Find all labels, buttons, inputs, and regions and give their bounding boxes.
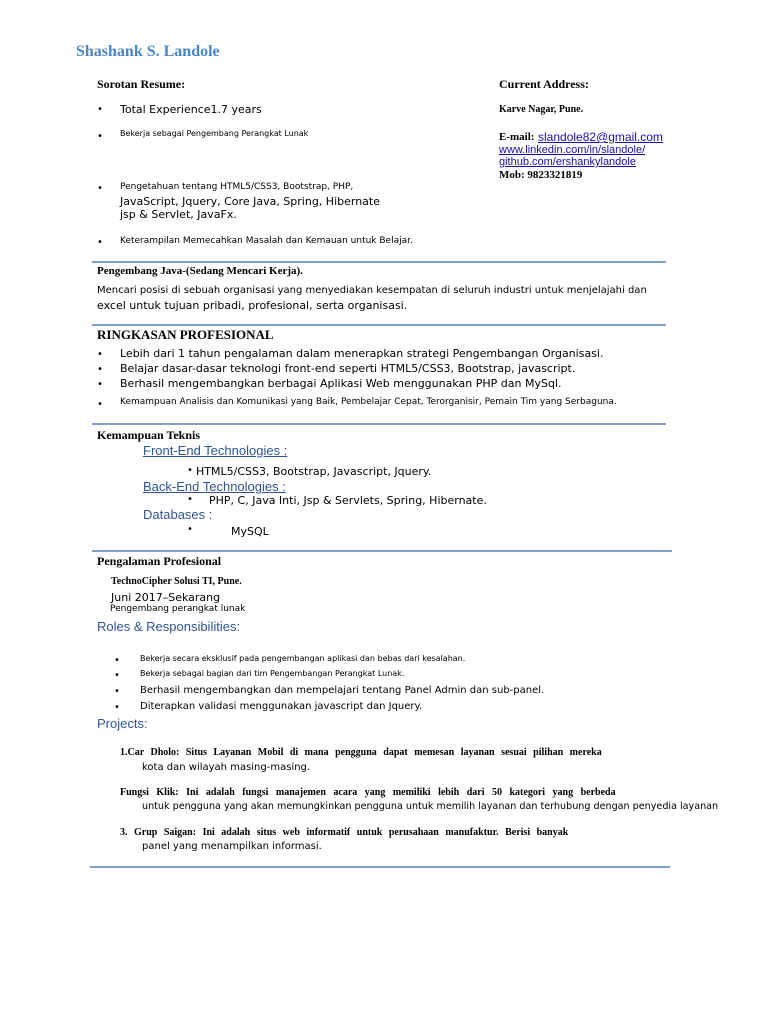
job-role: Pengembang perangkat lunak xyxy=(110,604,246,614)
email-label: E-mail: xyxy=(499,131,535,143)
summary-item: Pengetahuan tentang HTML5/CSS3, Bootstrap, PHP, xyxy=(120,182,354,192)
objective-text: excel untuk tujuan pribadi, profesional, serta organisasi. xyxy=(97,299,408,312)
role-item: Berhasil mengembangkan dan mempelajari tentang Panel Admin dan sub-panel. xyxy=(140,685,545,696)
project-title: 3. Grup Saigan: Ini adalah situs web informatif untuk perusahaan manufaktur. Berisi banyak xyxy=(120,827,569,838)
summary-item: Keterampilan Memecahkan Masalah dan Kemauan untuk Belajar. xyxy=(120,236,413,246)
roles-label: Roles & Responsibilities: xyxy=(97,619,241,634)
bullet-icon: • xyxy=(187,465,193,476)
summary-point: Belajar dasar-dasar teknologi front-end seperti HTML5/CSS3, Bootstrap, javascript. xyxy=(120,362,576,375)
section-divider xyxy=(92,324,666,326)
email-link[interactable]: slandole82@gmail.com xyxy=(538,130,663,144)
section-divider xyxy=(90,866,670,868)
job-period: Juni 2017–Sekarang xyxy=(111,591,221,604)
summary-item: Bekerja sebagai Pengembang Perangkat Lunak xyxy=(120,129,309,138)
company-name: TechnoCipher Solusi TI, Pune. xyxy=(111,576,242,587)
bullet-icon: • xyxy=(187,494,193,505)
mobile-number: Mob: 9823321819 xyxy=(499,169,583,181)
summary-point: Lebih dari 1 tahun pengalaman dalam menerapkan strategi Pengembangan Organisasi. xyxy=(120,347,604,360)
project-title: 1.Car Dholo: Situs Layanan Mobil di mana pengguna dapat memesan layanan sesuai pilihan mereka xyxy=(120,747,602,758)
bullet-icon: • xyxy=(97,104,103,115)
linkedin-link[interactable]: www.linkedin.com/in/slandole/ xyxy=(499,144,646,156)
section-divider xyxy=(92,423,666,425)
skills-title: Kemampuan Teknis xyxy=(97,428,201,442)
frontend-skills: HTML5/CSS3, Bootstrap, Javascript, Jquery. xyxy=(196,465,432,478)
project-text: untuk pengguna yang akan memungkinkan pengguna untuk memilih layanan dan terhubung dengan penyedia layanan xyxy=(142,801,719,812)
frontend-label: Front-End Technologies : xyxy=(143,443,288,458)
backend-label: Back-End Technologies : xyxy=(143,479,286,494)
role-item: Bekerja sebagai bagian dari tim Pengembangan Perangkat Lunak. xyxy=(140,669,405,678)
bullet-icon: • xyxy=(97,237,103,248)
role-item: Diterapkan validasi menggunakan javascript dan Jquery. xyxy=(140,701,423,712)
summary-title: Sorotan Resume: xyxy=(97,77,186,91)
bullet-icon: • xyxy=(97,399,103,410)
projects-label: Projects: xyxy=(97,716,148,731)
database-skills: MySQL xyxy=(231,525,269,538)
bullet-icon: • xyxy=(114,670,120,681)
summary-point: Kemampuan Analisis dan Komunikasi yang Baik, Pembelajar Cepat, Terorganisir, Pemain Tim yang Serbaguna. xyxy=(120,397,617,407)
project-title: Fungsi Klik: Ini adalah fungsi manajemen acara yang memiliki lebih dari 50 kategori yang berbeda xyxy=(120,787,616,798)
databases-label: Databases : xyxy=(143,507,213,522)
address-location: Karve Nagar, Pune. xyxy=(499,104,584,115)
bullet-icon: • xyxy=(187,524,193,535)
section-divider xyxy=(92,261,666,263)
github-link[interactable]: github.com/ershankylandole xyxy=(499,156,636,168)
bullet-icon: • xyxy=(114,655,120,666)
bullet-icon: • xyxy=(97,183,103,194)
bullet-icon: • xyxy=(114,686,120,697)
summary-item: JavaScript, Jquery, Core Java, Spring, Hibernate xyxy=(120,195,380,208)
address-title: Current Address: xyxy=(499,77,589,91)
project-text: panel yang menampilkan informasi. xyxy=(142,841,322,852)
objective-title: Pengembang Java-(Sedang Mencari Kerja). xyxy=(97,265,303,277)
experience-title: Pengalaman Profesional xyxy=(97,554,222,568)
summary-point: Berhasil mengembangkan berbagai Aplikasi Web menggunakan PHP dan MySql. xyxy=(120,377,562,390)
role-item: Bekerja secara eksklusif pada pengembangan aplikasi dan bebas dari kesalahan. xyxy=(140,654,466,663)
bullet-icon: • xyxy=(114,702,120,713)
summary-item: jsp & Servlet, JavaFx. xyxy=(120,208,237,221)
project-text: kota dan wilayah masing-masing. xyxy=(142,762,311,773)
professional-summary-title: RINGKASAN PROFESIONAL xyxy=(97,327,274,342)
section-divider xyxy=(92,550,672,552)
bullet-icon: • xyxy=(97,349,103,360)
objective-text: Mencari posisi di sebuah organisasi yang menyediakan kesempatan di seluruh industri untuk menjelajahi dan xyxy=(97,285,647,296)
bullet-icon: • xyxy=(97,364,103,375)
bullet-icon: • xyxy=(97,379,103,390)
bullet-icon: • xyxy=(97,131,103,142)
resume-name: Shashank S. Landole xyxy=(76,43,220,60)
backend-skills: PHP, C, Java Inti, Jsp & Servlets, Spring, Hibernate. xyxy=(209,494,487,507)
summary-item: Total Experience1.7 years xyxy=(120,103,262,116)
